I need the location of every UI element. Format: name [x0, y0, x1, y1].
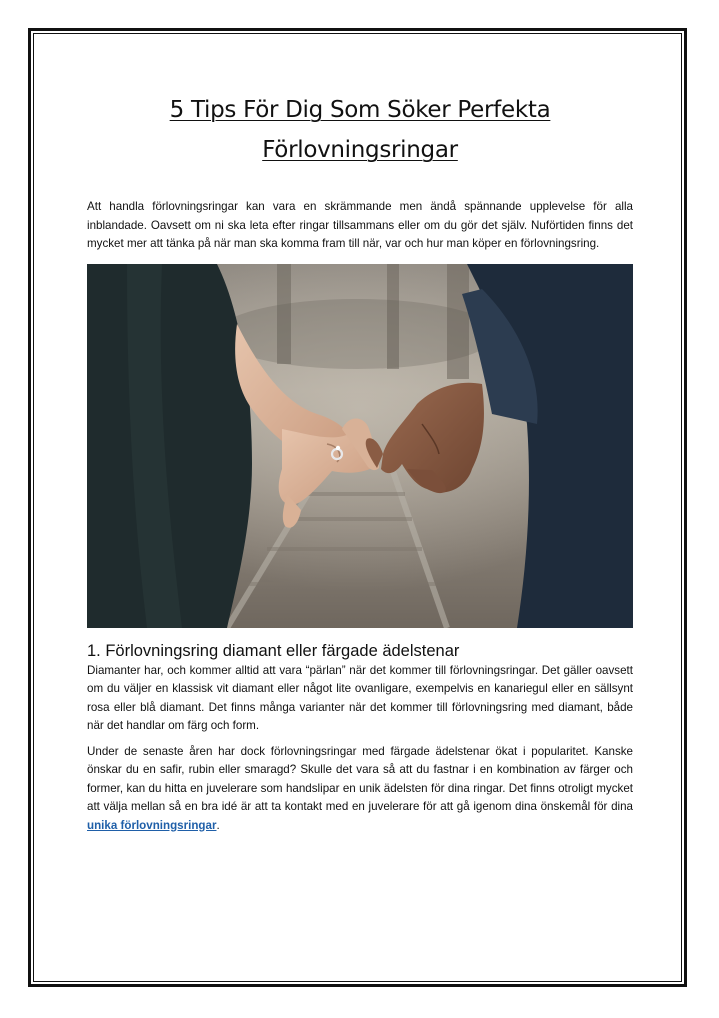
section-1-paragraph-2: [87, 743, 633, 836]
intro-paragraph: Att handla förlovningsringar kan vara en skrämmande men ändå spännande upplevelse för alla inblandade. Oavsett om ni ska leta efter ringar tillsammans eller om du gör det själv. Nuförtiden finns det mycket mer att tänka på när man ska komma fram till när, var och hur man köper en förlovningsring.: [87, 200, 633, 250]
section-1-heading: 1. Förlovningsring diamant eller färgade ädelstenar: [87, 641, 460, 660]
unika-forlovningsringar-link[interactable]: unika förlovningsringar: [87, 818, 217, 832]
section-1-paragraph-2-text: Under de senaste åren har dock förlovningsringar med färgade ädelstenar ökat i popularitet. Kanske önskar du en safir, rubin eller smaragd? Skulle det vara så att du fastnar i en kombination av färger och former, kan du hitta en juvelerare som handslipar en unik ädelsten för dina ringar. Det finns otroligt mycket att välja mellan så en bra idé är att ta kontakt med en juvelerare för att gå igenom dina önskemål för dina: [87, 744, 633, 813]
document-body: [87, 90, 633, 835]
section-1-paragraph-1: Diamanter har, och kommer alltid att vara “pärlan” när det kommer till förlovningsringar. Det gäller oavsett om du väljer en klassisk vit diamant eller något lite ovanligare, exempelvis en kanariegul eller en sällsynt rosa eller blå diamant. Det finns många varianter när det kommer till förlovningsring med diamant, både när det handlar om färg och form.: [87, 663, 633, 732]
title-line-1: 5 Tips För Dig Som Söker Perfekta: [169, 97, 551, 123]
title-line-2: Förlovningsringar: [262, 137, 458, 163]
document-title: [87, 90, 633, 170]
hands-photo: [87, 264, 633, 628]
section-1-paragraph-2-end: .: [216, 818, 220, 832]
